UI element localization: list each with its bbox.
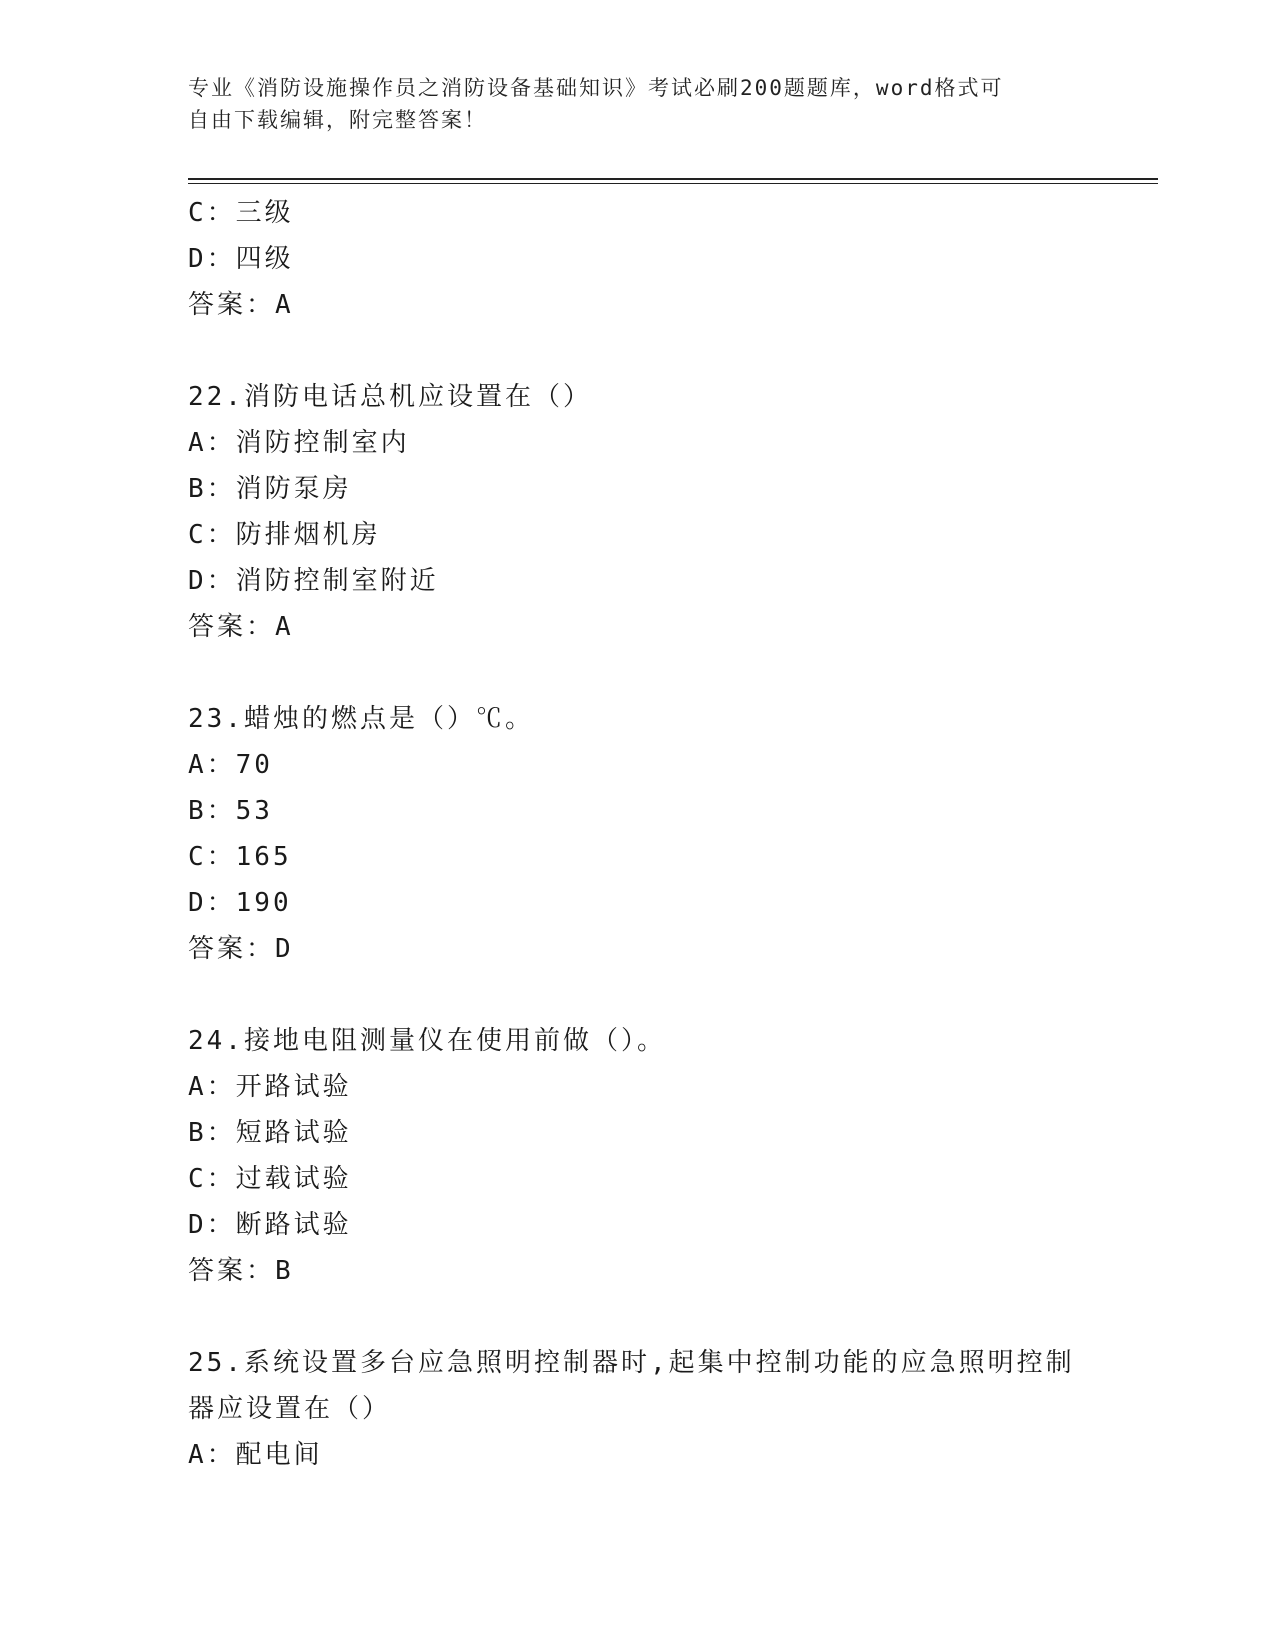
- question-stem: 23.蜡烛的燃点是（）℃。: [188, 704, 534, 734]
- document-header: [188, 72, 1088, 136]
- spacer: [188, 972, 1088, 1018]
- question-stem: 24.接地电阻测量仪在使用前做（）。: [188, 1026, 666, 1056]
- question-25: [188, 1340, 1088, 1478]
- question-list: [188, 190, 1088, 1478]
- option-c: C：165: [188, 842, 292, 872]
- option-d: D：消防控制室附近: [188, 566, 439, 596]
- header-divider-thin: [188, 183, 1158, 184]
- option-a: A：配电间: [188, 1440, 323, 1470]
- header-title-line-2: 自由下载编辑，附完整答案！: [188, 108, 487, 132]
- spacer: [188, 1294, 1088, 1340]
- option-c: C：过载试验: [188, 1164, 352, 1194]
- answer-line: 答案：A: [188, 290, 294, 320]
- answer-line: 答案：D: [188, 934, 294, 964]
- question-23: [188, 696, 1088, 972]
- option-a: A：消防控制室内: [188, 428, 410, 458]
- header-divider-thick: [188, 178, 1158, 180]
- answer-line: 答案：B: [188, 1256, 294, 1286]
- question-24: [188, 1018, 1088, 1294]
- option-d: D：190: [188, 888, 292, 918]
- option-b: B：53: [188, 796, 273, 826]
- header-title-line-1: 专业《消防设施操作员之消防设备基础知识》考试必刷200题题库，word格式可: [188, 76, 1004, 100]
- option-a: A：开路试验: [188, 1072, 352, 1102]
- option-c: C：防排烟机房: [188, 520, 381, 550]
- option-a: A：70: [188, 750, 273, 780]
- question-stem-line-2: 器应设置在（）: [188, 1394, 392, 1424]
- option-b: B：短路试验: [188, 1118, 352, 1148]
- question-21-tail: [188, 190, 1088, 328]
- option-c: C：三级: [188, 198, 294, 228]
- spacer: [188, 328, 1088, 374]
- question-22: [188, 374, 1088, 650]
- question-stem: 22.消防电话总机应设置在（）: [188, 382, 592, 412]
- option-b: B：消防泵房: [188, 474, 352, 504]
- answer-line: 答案：A: [188, 612, 294, 642]
- question-stem-line-1: 25.系统设置多台应急照明控制器时,起集中控制功能的应急照明控制: [188, 1348, 1075, 1378]
- spacer: [188, 650, 1088, 696]
- option-d: D：四级: [188, 244, 294, 274]
- option-d: D：断路试验: [188, 1210, 352, 1240]
